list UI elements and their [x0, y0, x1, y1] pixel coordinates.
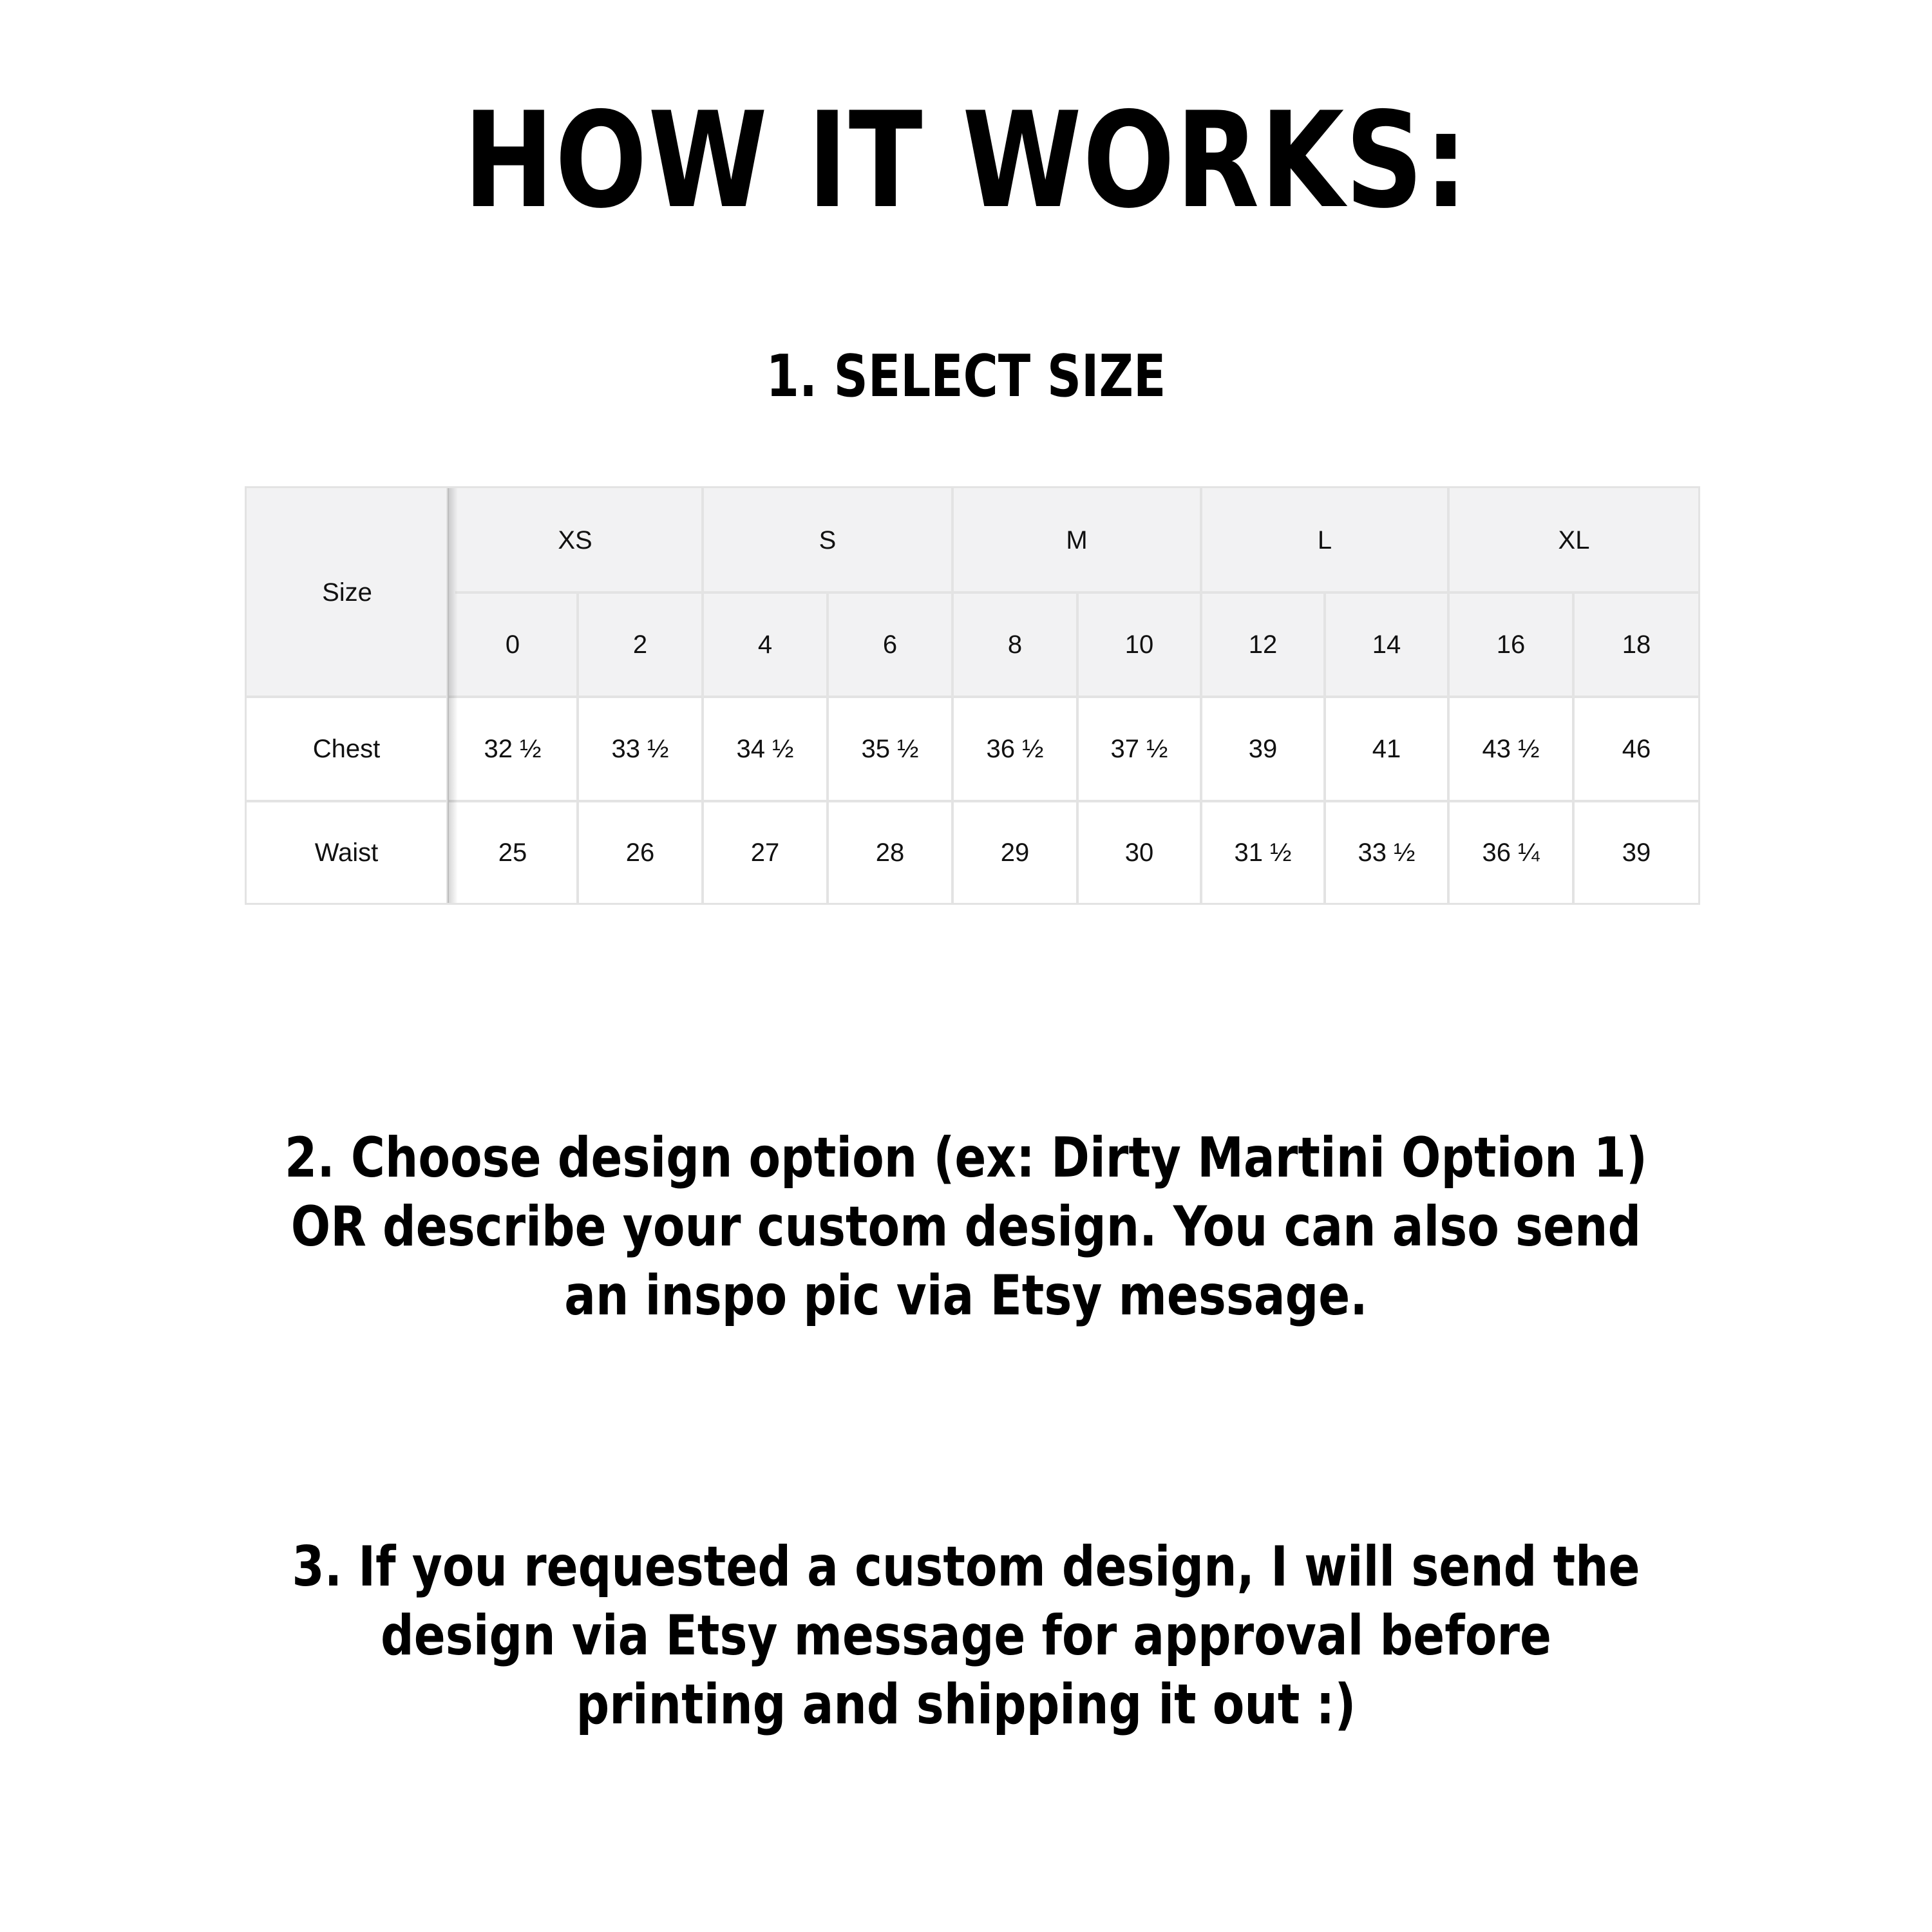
- size-number: 2: [632, 630, 648, 659]
- step-3-line: printing and shipping it out :): [576, 1672, 1356, 1737]
- chest-value: 36 ½: [986, 734, 1044, 763]
- step-2-line: an inspo pic via Etsy message.: [564, 1264, 1368, 1328]
- waist-value: 30: [1124, 838, 1154, 867]
- step-3-line: design via Etsy message for approval before: [381, 1604, 1551, 1668]
- size-number: 0: [505, 630, 520, 659]
- size-number: 8: [1007, 630, 1023, 659]
- size-number: 16: [1496, 630, 1526, 659]
- step-3-line: 3. If you requested a custom design, I will send the: [292, 1535, 1640, 1599]
- size-group-xs: XS: [558, 526, 592, 554]
- chest-value: 34 ½: [736, 734, 794, 763]
- waist-value: 27: [750, 838, 780, 867]
- size-group-m: M: [1066, 526, 1088, 554]
- waist-value: 39: [1622, 838, 1651, 867]
- waist-value: 25: [498, 838, 527, 867]
- step-2-line: 2. Choose design option (ex: Dirty Martini Option 1): [285, 1126, 1647, 1190]
- waist-row-label: Waist: [314, 838, 379, 867]
- size-chart-table: [245, 486, 1700, 905]
- size-number: 18: [1622, 630, 1651, 659]
- size-number: 10: [1124, 630, 1154, 659]
- waist-value: 28: [875, 838, 905, 867]
- chest-row-label: Chest: [312, 734, 381, 763]
- waist-value: 36 ¼: [1482, 838, 1540, 867]
- size-number: 14: [1372, 630, 1401, 659]
- step-1-title: 1. SELECT SIZE: [766, 343, 1166, 410]
- chest-value: 43 ½: [1482, 734, 1540, 763]
- chest-value: 32 ½: [484, 734, 542, 763]
- size-number: 6: [882, 630, 898, 659]
- waist-value: 29: [1000, 838, 1030, 867]
- waist-value: 26: [625, 838, 655, 867]
- size-number: 4: [757, 630, 773, 659]
- size-group-l: L: [1317, 526, 1332, 554]
- chest-value: 41: [1372, 734, 1401, 763]
- size-number: 12: [1248, 630, 1278, 659]
- size-group-s: S: [819, 526, 837, 554]
- chest-value: 33 ½: [611, 734, 669, 763]
- waist-value: 31 ½: [1234, 838, 1292, 867]
- size-row-header: Size: [322, 578, 372, 607]
- step-2-line: OR describe your custom design. You can also send: [290, 1195, 1642, 1259]
- waist-value: 33 ½: [1358, 838, 1416, 867]
- chest-value: 35 ½: [861, 734, 919, 763]
- step-3-instructions: [155, 1533, 1777, 1739]
- chest-value: 46: [1622, 734, 1651, 763]
- chest-value: 39: [1248, 734, 1278, 763]
- chest-value: 37 ½: [1110, 734, 1168, 763]
- step-2-instructions: [155, 1124, 1777, 1331]
- size-group-xl: XL: [1558, 526, 1590, 554]
- page-title: HOW IT WORKS:: [463, 84, 1469, 238]
